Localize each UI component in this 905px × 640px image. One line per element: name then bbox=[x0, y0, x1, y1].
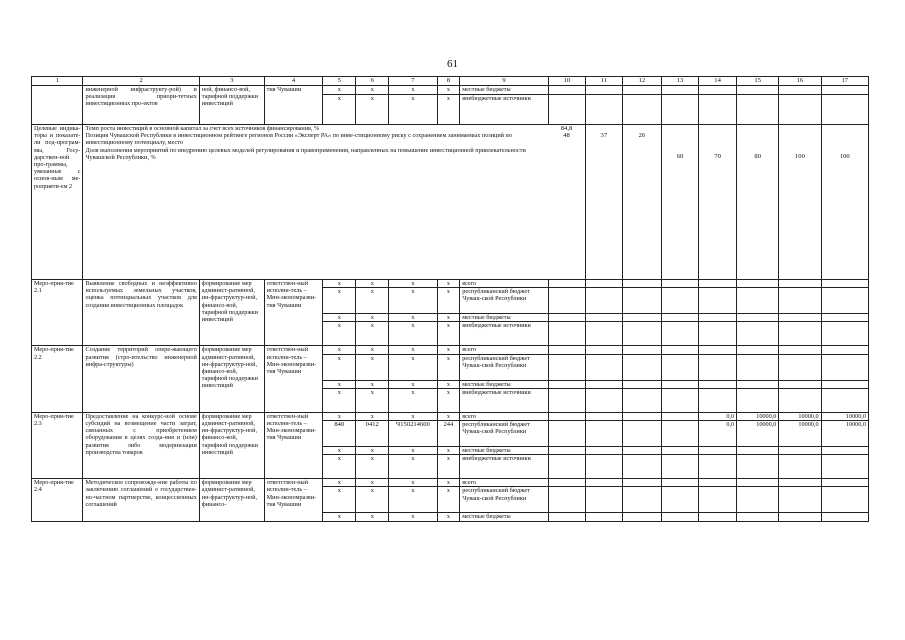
table-row: x x x x внебюджетные источники bbox=[32, 388, 869, 412]
cell-c7: x bbox=[389, 95, 437, 125]
target-3-value: 100 bbox=[839, 153, 850, 160]
header-cell: 1 bbox=[32, 77, 83, 86]
code-expense: 244 bbox=[437, 421, 460, 447]
value-2023: 10000,0 bbox=[737, 421, 779, 447]
value-2022: 0,0 bbox=[699, 412, 737, 420]
cell-c6: x bbox=[356, 86, 389, 95]
header-cell: 3 bbox=[199, 77, 264, 86]
value-2022: 0,0 bbox=[699, 421, 737, 447]
funding-source: республиканский бюджет Чуваш-ской Республики bbox=[460, 288, 549, 314]
funding-source: местные бюджеты bbox=[460, 513, 549, 521]
table-row: x x x x местные бюджеты bbox=[32, 380, 869, 388]
page-number: 61 bbox=[447, 58, 458, 70]
row-responsible: тия Чувашии bbox=[264, 86, 323, 125]
target-1-value: 84,8 bbox=[560, 125, 573, 132]
header-cell: 15 bbox=[737, 77, 779, 86]
table-row: x x x x республиканский бюджет Чуваш-ской Республики bbox=[32, 487, 869, 513]
event-description: Методическое сопровожде-ние работы по заключению соглашений о государствен-но-частном партнерстве, концессионных соглашений bbox=[83, 479, 199, 521]
event-responsible: ответствен-ный исполни-тель – Мин-экономразви-тия Чувашии bbox=[264, 346, 323, 412]
funding-source: местные бюджеты bbox=[460, 380, 549, 388]
target-2-value: 37 bbox=[600, 132, 608, 140]
table-row: Меро-прия-тие 2.4 Методическое сопровожде-ние работы по заключению соглашений о государствен-но-частном партнерстве, концессионных соглашений формирование мер админист-ративной, ин-фраструктур-ной, финансо- ответствен-ный исполни-тель – Мин-экономразви-тия Чувашии x x x x всего bbox=[32, 479, 869, 487]
table-row: x x x x республиканский бюджет Чуваш-ской Республики bbox=[32, 354, 869, 380]
event-description: Выявление свободных и неэффективно используемых земельных участков, оценка потенциальных участков для создания инвестиционных площадок bbox=[83, 280, 199, 346]
funding-source: внебюджетные источники bbox=[460, 322, 549, 346]
cell-c7: x bbox=[389, 86, 437, 95]
event-label: Меро-прия-тие 2.3 bbox=[32, 412, 83, 478]
funding-source: всего bbox=[460, 412, 549, 420]
code-grbs: 840 bbox=[323, 421, 356, 447]
header-cell: 8 bbox=[437, 77, 460, 86]
target-2: Позиция Чувашской Республики в инвестиционном рейтинге регионов России «Эксперт РА» по инве-стиционному риску с сохранением занимаемых позиций по инвестиционному потенциалу, место bbox=[85, 132, 512, 147]
table-row: x x x x местные бюджеты bbox=[32, 447, 869, 455]
funding-source: всего bbox=[460, 479, 549, 487]
table-row: x x x x внебюджетные источники bbox=[32, 322, 869, 346]
target-3-value: 100 bbox=[794, 153, 805, 160]
header-cell: 2 bbox=[83, 77, 199, 86]
targets-label: Целевые индика-торы и показате-ли под-програм-мы, Госу-дарствен-ной про-граммы, увязанные с основ-ным ме-роприяти-ем 2 bbox=[32, 125, 83, 280]
event-label: Меро-прия-тие 2.2 bbox=[32, 346, 83, 412]
event-responsible: ответствен-ный исполни-тель – Мин-экономразви-тия Чувашии bbox=[264, 479, 323, 521]
target-values-c10 bbox=[548, 125, 585, 280]
funding-source: местные бюджеты bbox=[460, 314, 549, 322]
target-1: Темп роста инвестиций в основной капитал за счет всех источников финансирования, % bbox=[85, 125, 320, 132]
table-row: Меро-прия-тие 2.2 Создание территорий опере-жающего развития (стро-ительство инженерной инфра-структуры) формирование мер админист-ративной, ин-фраструктур-ной, финансо-вой, тарифной поддержки инвестиций ответствен-ный исполни-тель – Мин-экономразви-тия Чувашии x x x x всего bbox=[32, 346, 869, 354]
program-table bbox=[31, 76, 869, 522]
header-cell: 10 bbox=[548, 77, 585, 86]
header-cell: 13 bbox=[661, 77, 698, 86]
event-implementation: формирование мер админист-ративной, ин-фраструктур-ной, финансо-вой, тарифной поддержки инвестиций bbox=[199, 412, 264, 478]
event-responsible: ответствен-ный исполни-тель – Мин-экономразви-тия Чувашии bbox=[264, 412, 323, 478]
row-description: инженерной инфраструкту-рой) и реализация приори-тетных инвестиционных про-ектов bbox=[83, 86, 199, 125]
code-section: 0412 bbox=[356, 421, 389, 447]
funding-source: местные бюджеты bbox=[460, 447, 549, 455]
header-cell: 14 bbox=[699, 77, 737, 86]
event-description: Предоставление на конкурс-ной основе субсидий на возмещение части затрат, связанных с приобретением оборудования в целях созда-ния и (или) развития либо модернизации производства товаров bbox=[83, 412, 199, 478]
event-description: Создание территорий опере-жающего развития (стро-ительство инженерной инфра-структуры) bbox=[83, 346, 199, 412]
funding-source: внебюджетные источники bbox=[460, 455, 549, 479]
cell-c6: x bbox=[356, 95, 389, 125]
cell-c5: x bbox=[323, 86, 356, 95]
event-responsible: ответствен-ный исполни-тель – Мин-экономразви-тия Чувашии bbox=[264, 280, 323, 346]
funding-source: республиканский бюджет Чуваш-ской Республики bbox=[460, 421, 549, 447]
event-label: Меро-прия-тие 2.1 bbox=[32, 280, 83, 346]
event-implementation: формирование мер админист-ративной, ин-фраструктур-ной, финансо-вой, тарифной поддержки инвестиций bbox=[199, 280, 264, 346]
funding-source: внебюджетные источники bbox=[460, 95, 549, 125]
header-cell: 6 bbox=[356, 77, 389, 86]
row-label bbox=[32, 86, 83, 125]
header-cell: 4 bbox=[264, 77, 323, 86]
funding-source: внебюджетные источники bbox=[460, 388, 549, 412]
target-2-value: 26 bbox=[638, 132, 646, 140]
target-3-value: 60 bbox=[676, 153, 684, 160]
target-3-value: 80 bbox=[754, 153, 762, 160]
table-row bbox=[32, 86, 869, 95]
event-implementation: формирование мер админист-ративной, ин-фраструктур-ной, финансо- bbox=[199, 479, 264, 521]
header-row bbox=[32, 77, 869, 86]
code-target: Ч150214600 bbox=[389, 421, 437, 447]
funding-source: всего bbox=[460, 346, 549, 354]
value-2024: 10000,0 bbox=[779, 412, 821, 420]
header-cell: 17 bbox=[821, 77, 868, 86]
event-label: Меро-прия-тие 2.4 bbox=[32, 479, 83, 521]
value-2025: 10000,0 bbox=[821, 421, 868, 447]
header-cell: 12 bbox=[622, 77, 661, 86]
targets-text bbox=[83, 125, 548, 280]
cell-c5: x bbox=[323, 95, 356, 125]
table-row: Меро-прия-тие 2.3 Предоставление на конкурс-ной основе субсидий на возмещение части затрат, связанных с приобретением оборудования в целях созда-ния и (или) развития либо модернизации производства товаров формирование мер админист-ративной, ин-фраструктур-ной, финансо-вой, тарифной поддержки инвестиций ответствен-ный исполни-тель – Мин-экономразви-тия Чувашии x x x x всего 0,0 10000,0 10000,0 10000,0 bbox=[32, 412, 869, 420]
targets-row bbox=[32, 125, 869, 280]
funding-source: республиканский бюджет Чуваш-ской Республики bbox=[460, 487, 549, 513]
header-cell: 9 bbox=[460, 77, 549, 86]
table-row: x x x x внебюджетные источники bbox=[32, 455, 869, 479]
table-row: x x x x местные бюджеты bbox=[32, 513, 869, 521]
header-cell: 7 bbox=[389, 77, 437, 86]
funding-source: всего bbox=[460, 280, 549, 288]
header-cell: 5 bbox=[323, 77, 356, 86]
funding-source: местные бюджеты bbox=[460, 86, 549, 95]
event-implementation: формирование мер админист-ративной, ин-фраструктур-ной, финансо-вой, тарифной поддержки инвестиций bbox=[199, 346, 264, 412]
funding-source: республиканский бюджет Чуваш-ской Республики bbox=[460, 354, 549, 380]
header-cell: 11 bbox=[585, 77, 622, 86]
header-cell: 16 bbox=[779, 77, 821, 86]
cell-c8: x bbox=[437, 86, 460, 95]
value-2023: 10000,0 bbox=[737, 412, 779, 420]
table-row: x x x x местные бюджеты bbox=[32, 314, 869, 322]
value-2024: 10000,0 bbox=[779, 421, 821, 447]
cell-c8: x bbox=[437, 95, 460, 125]
value-2025: 10000,0 bbox=[821, 412, 868, 420]
target-2-value: 48 bbox=[563, 132, 570, 140]
row-implementation: ной, финансо-вой, тарифной поддержки инвестиций bbox=[199, 86, 264, 125]
target-3-value: 70 bbox=[714, 153, 721, 160]
table-row: Меро-прия-тие 2.1 Выявление свободных и неэффективно используемых земельных участков, оценка потенциальных участков для создания инвестиционных площадок формирование мер админист-ративной, ин-фраструктур-ной, финансо-вой, тарифной поддержки инвестиций ответствен-ный исполни-тель – Мин-экономразви-тия Чувашии x x x x всего bbox=[32, 280, 869, 288]
target-3: Доля выполнения мероприятий по внедрению целевых моделей регулирования и правоприменения, направленных на повышение инвестиционной привлекательности Чувашской Республики, % bbox=[85, 146, 526, 161]
table-row: x x x x республиканский бюджет Чуваш-ской Республики bbox=[32, 288, 869, 314]
